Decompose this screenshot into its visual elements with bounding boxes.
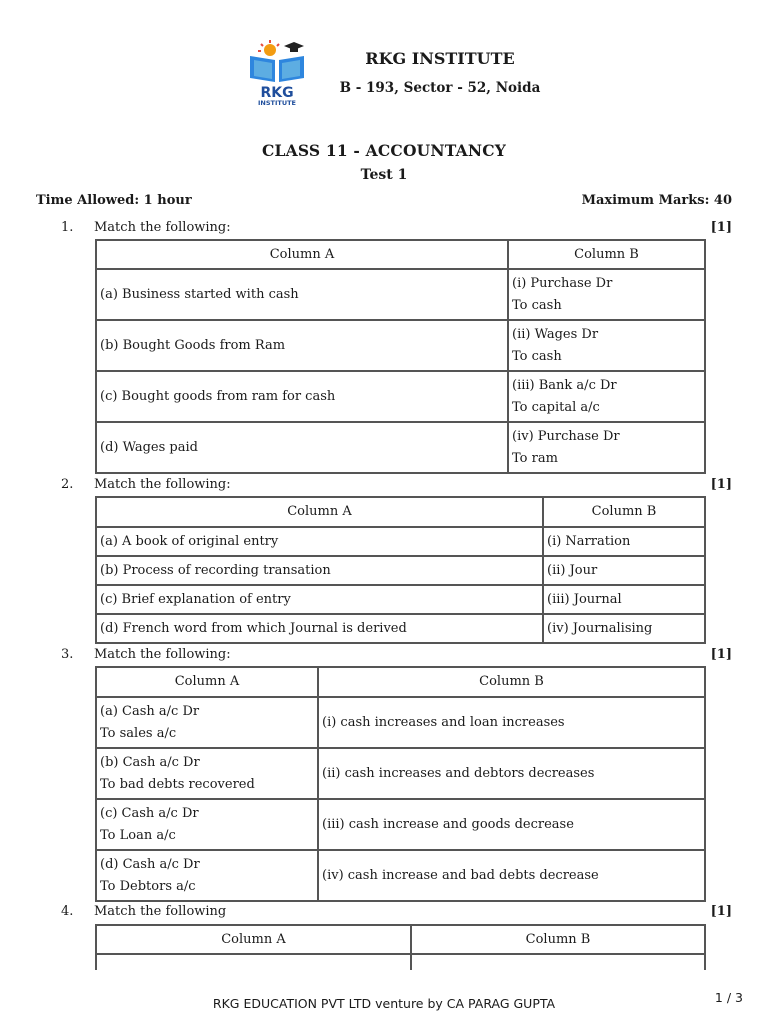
column-a-cell (96, 697, 318, 748)
column-a-cell: (c) Bought goods from ram for cash (96, 371, 508, 422)
institute-address: B - 193, Sector - 52, Noida (339, 80, 541, 96)
column-b-cell: (iv) Journalising (543, 614, 705, 643)
match-table-3 (95, 666, 706, 902)
page-footer: RKG EDUCATION PVT LTD venture by CA PARAG GUPTA (212, 996, 556, 1011)
column-a-header: Column A (96, 497, 543, 527)
cell-line: (b) Cash a/c Dr (100, 754, 200, 770)
cell-line: (i) Purchase Dr (512, 275, 613, 291)
column-b-cell (508, 371, 705, 422)
open-book-icon (250, 56, 304, 82)
column-a-header: Column A (96, 925, 411, 954)
cell-line: (iii) Bank a/c Dr (512, 377, 617, 393)
page-number: 1 / 3 (714, 990, 743, 1005)
match-table-4 (95, 924, 706, 970)
column-b-header: Column B (318, 667, 705, 697)
column-b-cell: (ii) cash increases and debtors decreases (318, 748, 705, 799)
column-b-cell (508, 422, 705, 473)
cell-line: (d) Cash a/c Dr (100, 856, 200, 872)
cell-line: (a) Cash a/c Dr (100, 703, 200, 719)
column-b-cell: (i) Narration (543, 527, 705, 556)
table-row (96, 954, 705, 970)
cell-line: To capital a/c (512, 399, 600, 415)
table-header-row (96, 240, 705, 269)
table-row (96, 269, 705, 320)
column-a-cell: (c) Brief explanation of entry (96, 585, 543, 614)
cell-line: (ii) Wages Dr (512, 326, 599, 342)
table-row (96, 371, 705, 422)
table-row (96, 527, 705, 556)
column-a-cell: (a) Business started with cash (96, 269, 508, 320)
column-b-cell: (iii) cash increase and goods decrease (318, 799, 705, 850)
column-a-header: Column A (96, 667, 318, 697)
cell-line: (c) Cash a/c Dr (100, 805, 199, 821)
column-a-cell: (b) Bought Goods from Ram (96, 320, 508, 371)
column-a-cell: (d) Wages paid (96, 422, 508, 473)
cell-line: To Loan a/c (100, 827, 176, 843)
column-b-cell (411, 954, 705, 970)
table-row (96, 422, 705, 473)
cell-line: To ram (512, 450, 558, 466)
column-a-cell: (d) French word from which Journal is derived (96, 614, 543, 643)
column-a-cell: (a) A book of original entry (96, 527, 543, 556)
question-1 (0, 220, 768, 238)
cell-line: To cash (512, 297, 562, 313)
table-header-row (96, 925, 705, 954)
table-row (96, 748, 705, 799)
table-row (96, 799, 705, 850)
question-text: Match the following: (94, 220, 231, 235)
table-header-row (96, 667, 705, 697)
column-b-header: Column B (411, 925, 705, 954)
table-row (96, 697, 705, 748)
column-a-cell (96, 850, 318, 901)
svg-text:INSTITUTE: INSTITUTE (258, 99, 296, 107)
question-number: 1. (61, 220, 74, 235)
column-b-header: Column B (543, 497, 705, 527)
question-number: 3. (61, 647, 74, 662)
question-marks: [1] (710, 220, 732, 235)
column-b-cell: (iv) cash increase and bad debts decrease (318, 850, 705, 901)
question-marks: [1] (710, 904, 732, 919)
match-table-2 (95, 496, 706, 644)
question-4 (0, 904, 768, 922)
graduation-cap-icon (284, 42, 304, 52)
column-b-cell (508, 269, 705, 320)
maximum-marks: Maximum Marks: 40 (581, 193, 732, 208)
table-row (96, 556, 705, 585)
question-text: Match the following: (94, 477, 231, 492)
question-text: Match the following (94, 904, 227, 919)
table-row (96, 850, 705, 901)
cell-line: To sales a/c (100, 725, 177, 741)
time-allowed: Time Allowed: 1 hour (36, 193, 192, 208)
institute-logo (246, 38, 308, 110)
column-a-cell (96, 799, 318, 850)
column-b-cell: (ii) Jour (543, 556, 705, 585)
table-row (96, 320, 705, 371)
question-number: 2. (61, 477, 74, 492)
column-b-cell (508, 320, 705, 371)
column-a-cell (96, 954, 411, 970)
question-number: 4. (61, 904, 74, 919)
column-a-cell: (b) Process of recording transation (96, 556, 543, 585)
table-row (96, 585, 705, 614)
page-title: CLASS 11 - ACCOUNTANCY (261, 141, 507, 160)
column-a-header: Column A (96, 240, 508, 269)
cell-line: To bad debts recovered (100, 776, 255, 792)
question-3 (0, 647, 768, 665)
column-a-cell (96, 748, 318, 799)
question-text: Match the following: (94, 647, 231, 662)
column-b-header: Column B (508, 240, 705, 269)
test-subtitle: Test 1 (360, 167, 408, 183)
svg-text:RKG: RKG (260, 85, 294, 101)
column-b-cell: (i) cash increases and loan increases (318, 697, 705, 748)
table-row (96, 614, 705, 643)
cell-line: To cash (512, 348, 562, 364)
question-marks: [1] (710, 477, 732, 492)
question-2 (0, 477, 768, 495)
column-b-cell: (iii) Journal (543, 585, 705, 614)
cell-line: To Debtors a/c (100, 878, 196, 894)
sun-rays-icon (258, 40, 279, 56)
table-header-row (96, 497, 705, 527)
question-marks: [1] (710, 647, 732, 662)
match-table-1 (95, 239, 706, 474)
institute-name: RKG INSTITUTE (365, 49, 515, 68)
cell-line: (iv) Purchase Dr (512, 428, 620, 444)
